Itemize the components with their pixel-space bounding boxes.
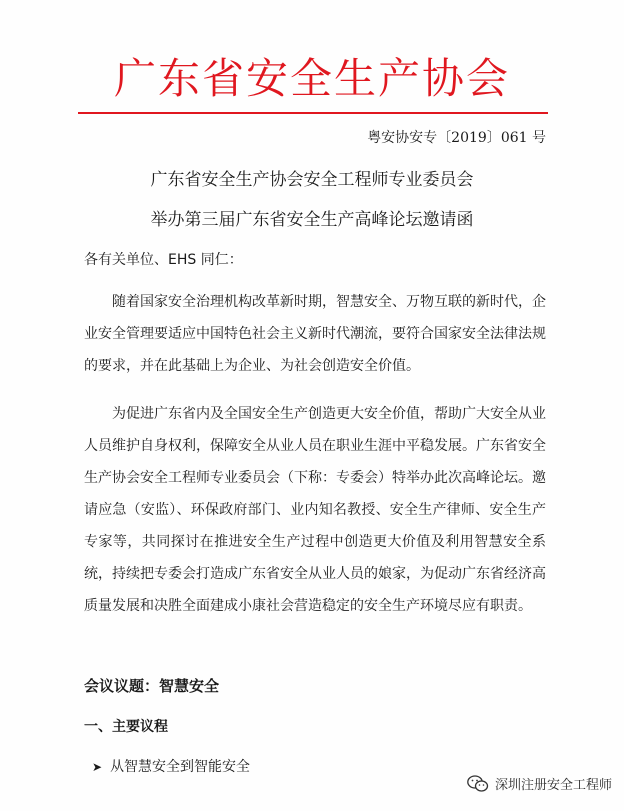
bullet-arrow-icon: ➤ — [92, 760, 103, 774]
document-title-line-2: 举办第三届广东省安全生产高峰论坛邀请函 — [150, 210, 474, 230]
watermark — [467, 774, 612, 793]
body-paragraph-1: 随着国家安全治理机构改革新时期，智慧安全、万物互联的新时代，企业安全管理要适应中国特色社会主义新时代潮流，要符合国家安全法律法规的要求，并在此基础上为企业、为社会创造安全价值。 — [84, 294, 546, 374]
agenda-item-text: 从智慧安全到智能安全 — [110, 759, 251, 775]
letterhead-divider — [78, 112, 548, 114]
agenda-list-item — [92, 756, 250, 778]
letterhead-title: 广东省安全生产协会 — [113, 54, 510, 103]
wechat-icon — [467, 775, 489, 793]
body-paragraph-2: 为促进广东省内及全国安全生产创造更大安全价值，帮助广大安全从业人员维护自身权利，保障安全从业人员在职业生涯中平稳发展。广东省安全生产协会安全工程师专业委员会（下称：专委会）特举办此次高峰论坛。邀请应急（安监）、环保政府部门、业内知名教授、安全生产律师、安全生产专家等，共同探讨在推进安全生产过程中创造更大价值及利用智慧安全系统，持续把专委会打造成广东省安全从业人员的娘家，为促动广东省经济高质量发展和决胜全面建成小康社会营造稳定的安全生产环境尽应有职责。 — [84, 406, 546, 614]
agenda-subheading: 一、主要议程 — [84, 719, 168, 735]
document-title-line-1: 广东省安全生产协会安全工程师专业委员会 — [150, 170, 474, 190]
topic-heading: 会议议题：智慧安全 — [84, 677, 220, 695]
document-number: 粤安协安专〔2019〕061 号 — [367, 130, 546, 146]
salutation: 各有关单位、EHS 同仁： — [84, 252, 243, 268]
watermark-text: 深圳注册安全工程师 — [494, 778, 612, 793]
